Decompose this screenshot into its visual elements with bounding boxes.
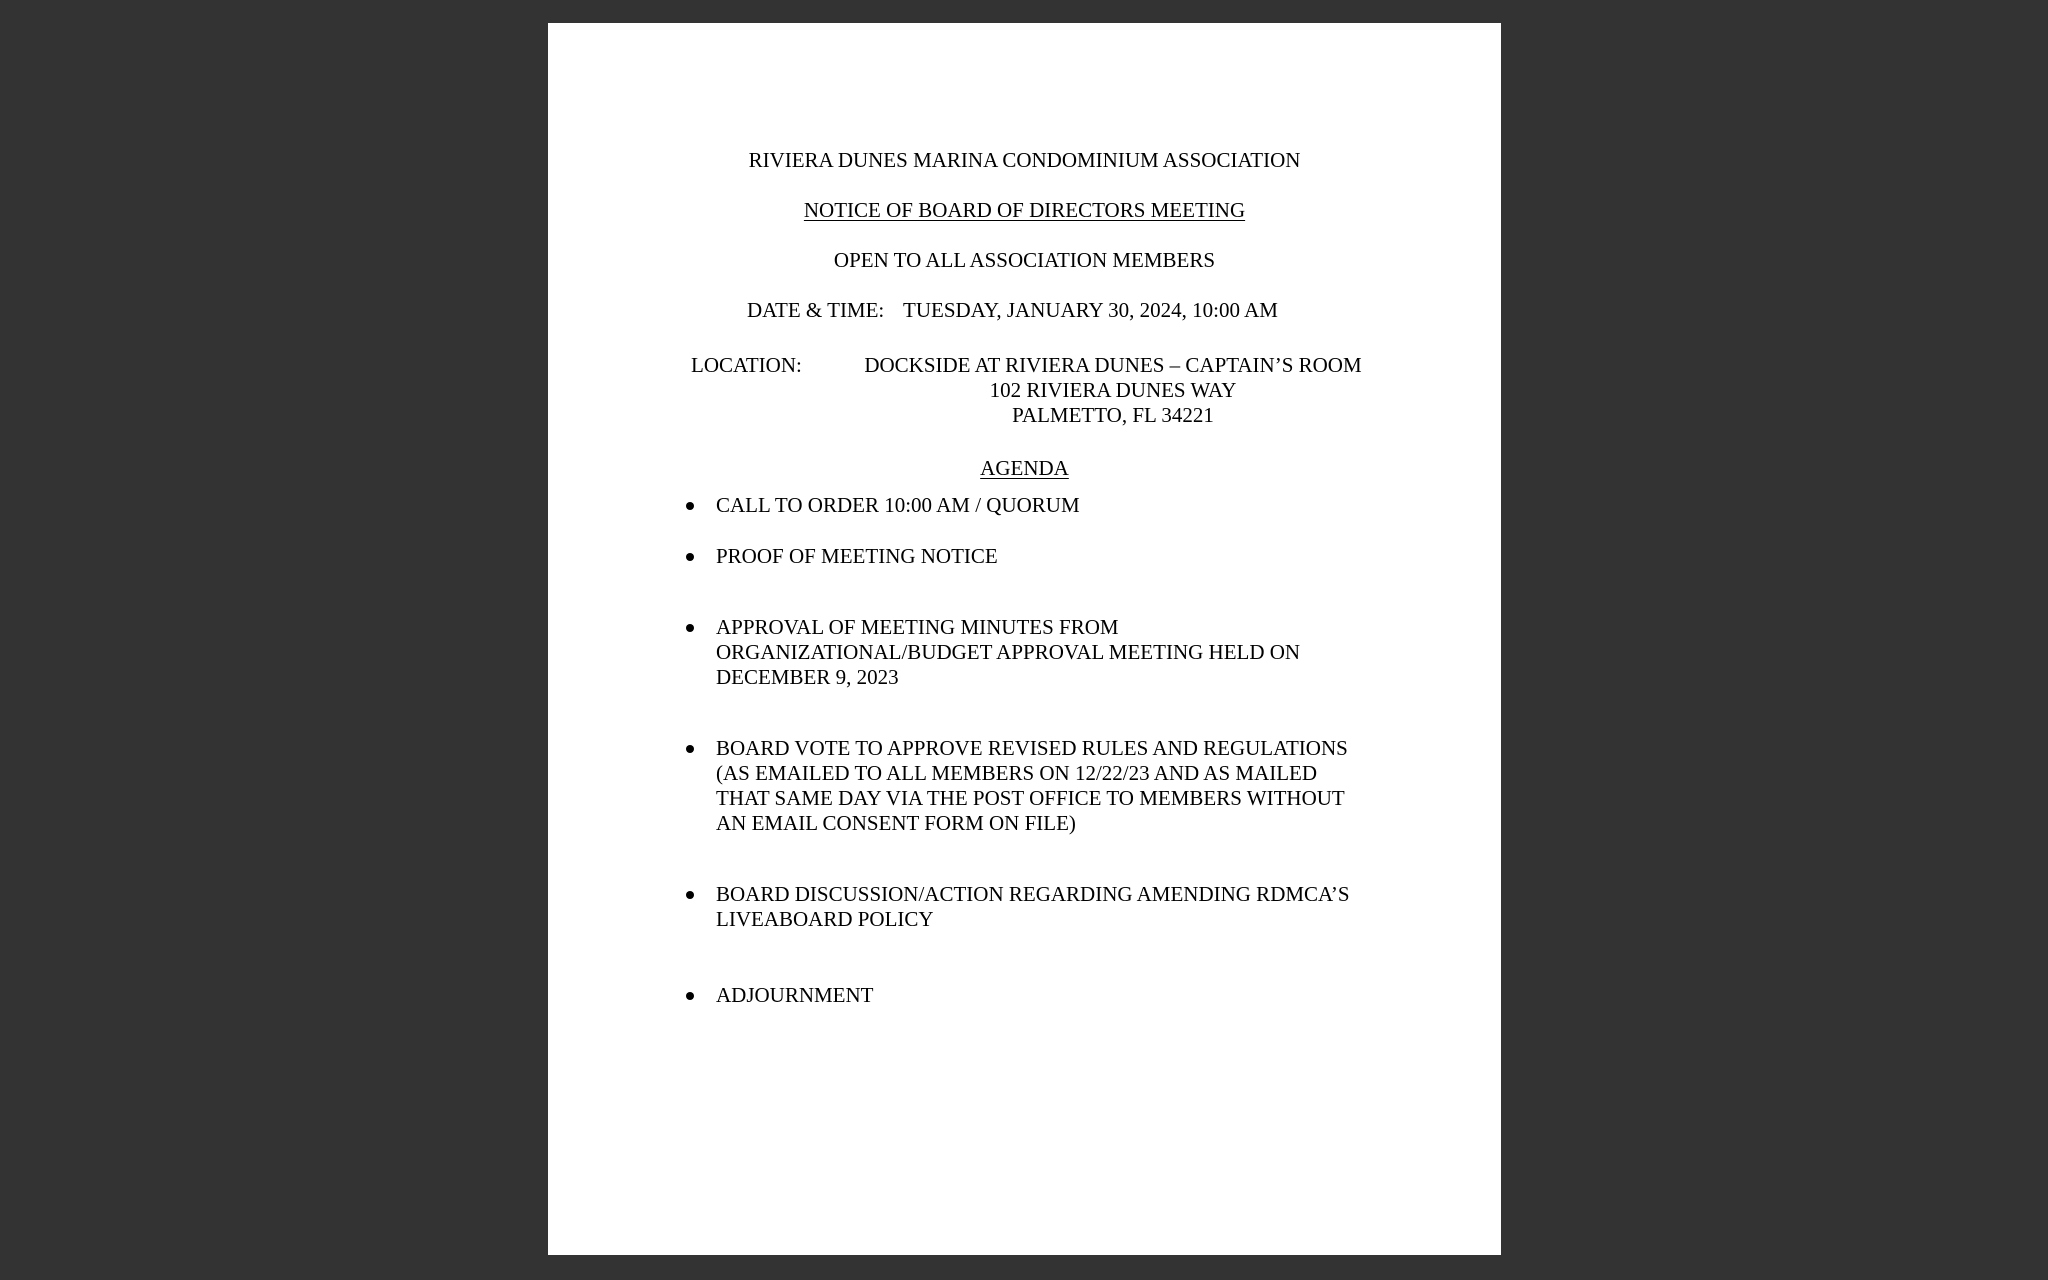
notice-title-text: NOTICE OF BOARD OF DIRECTORS MEETING: [803, 198, 1246, 222]
agenda-item: [716, 983, 1436, 1008]
agenda-heading-text: AGENDA: [980, 456, 1069, 480]
bullet-icon: [686, 553, 694, 561]
location-line: DOCKSIDE AT RIVIERA DUNES – CAPTAIN’S ROOM: [864, 353, 1362, 377]
agenda-item-line: THAT SAME DAY VIA THE POST OFFICE TO MEMBERS WITHOUT: [716, 786, 1345, 810]
agenda-item: [716, 615, 1436, 690]
location-label: LOCATION:: [691, 353, 802, 377]
agenda-item-line: AN EMAIL CONSENT FORM ON FILE): [716, 811, 1076, 835]
date-time-value: TUESDAY, JANUARY 30, 2024, 10:00 AM: [903, 298, 1278, 322]
agenda-item: [716, 882, 1436, 932]
agenda-item-line: ADJOURNMENT: [716, 983, 874, 1007]
bullet-icon: [686, 624, 694, 632]
agenda-item-line: APPROVAL OF MEETING MINUTES FROM: [716, 615, 1119, 639]
location-line: PALMETTO, FL 34221: [1012, 403, 1214, 427]
bullet-icon: [686, 891, 694, 899]
agenda-item-line: ORGANIZATIONAL/BUDGET APPROVAL MEETING HELD ON: [716, 640, 1301, 664]
agenda-item-line: PROOF OF MEETING NOTICE: [716, 544, 998, 568]
audience-line: OPEN TO ALL ASSOCIATION MEMBERS: [833, 248, 1216, 272]
agenda-item-line: BOARD VOTE TO APPROVE REVISED RULES AND REGULATIONS: [716, 736, 1348, 760]
agenda-item-line: DECEMBER 9, 2023: [716, 665, 899, 689]
agenda-item-line: LIVEABOARD POLICY: [716, 907, 934, 931]
date-time-label: DATE & TIME:: [747, 298, 885, 322]
agenda-heading: [548, 456, 1501, 481]
document-page: [548, 23, 1501, 1255]
agenda-item: [716, 544, 1436, 569]
agenda-item: [716, 736, 1436, 836]
agenda-item-line: (AS EMAILED TO ALL MEMBERS ON 12/22/23 AND AS MAILED: [716, 761, 1318, 785]
notice-title: [548, 198, 1501, 223]
bullet-icon: [686, 502, 694, 510]
agenda-item-line: BOARD DISCUSSION/ACTION REGARDING AMENDING RDMCA’S: [716, 882, 1350, 906]
location-address: [833, 353, 1393, 428]
agenda-item-line: CALL TO ORDER 10:00 AM / QUORUM: [716, 493, 1080, 517]
agenda-item: [716, 493, 1436, 518]
association-name: RIVIERA DUNES MARINA CONDOMINIUM ASSOCIATION: [748, 148, 1301, 172]
location-line: 102 RIVIERA DUNES WAY: [989, 378, 1237, 402]
bullet-icon: [686, 745, 694, 753]
bullet-icon: [686, 992, 694, 1000]
